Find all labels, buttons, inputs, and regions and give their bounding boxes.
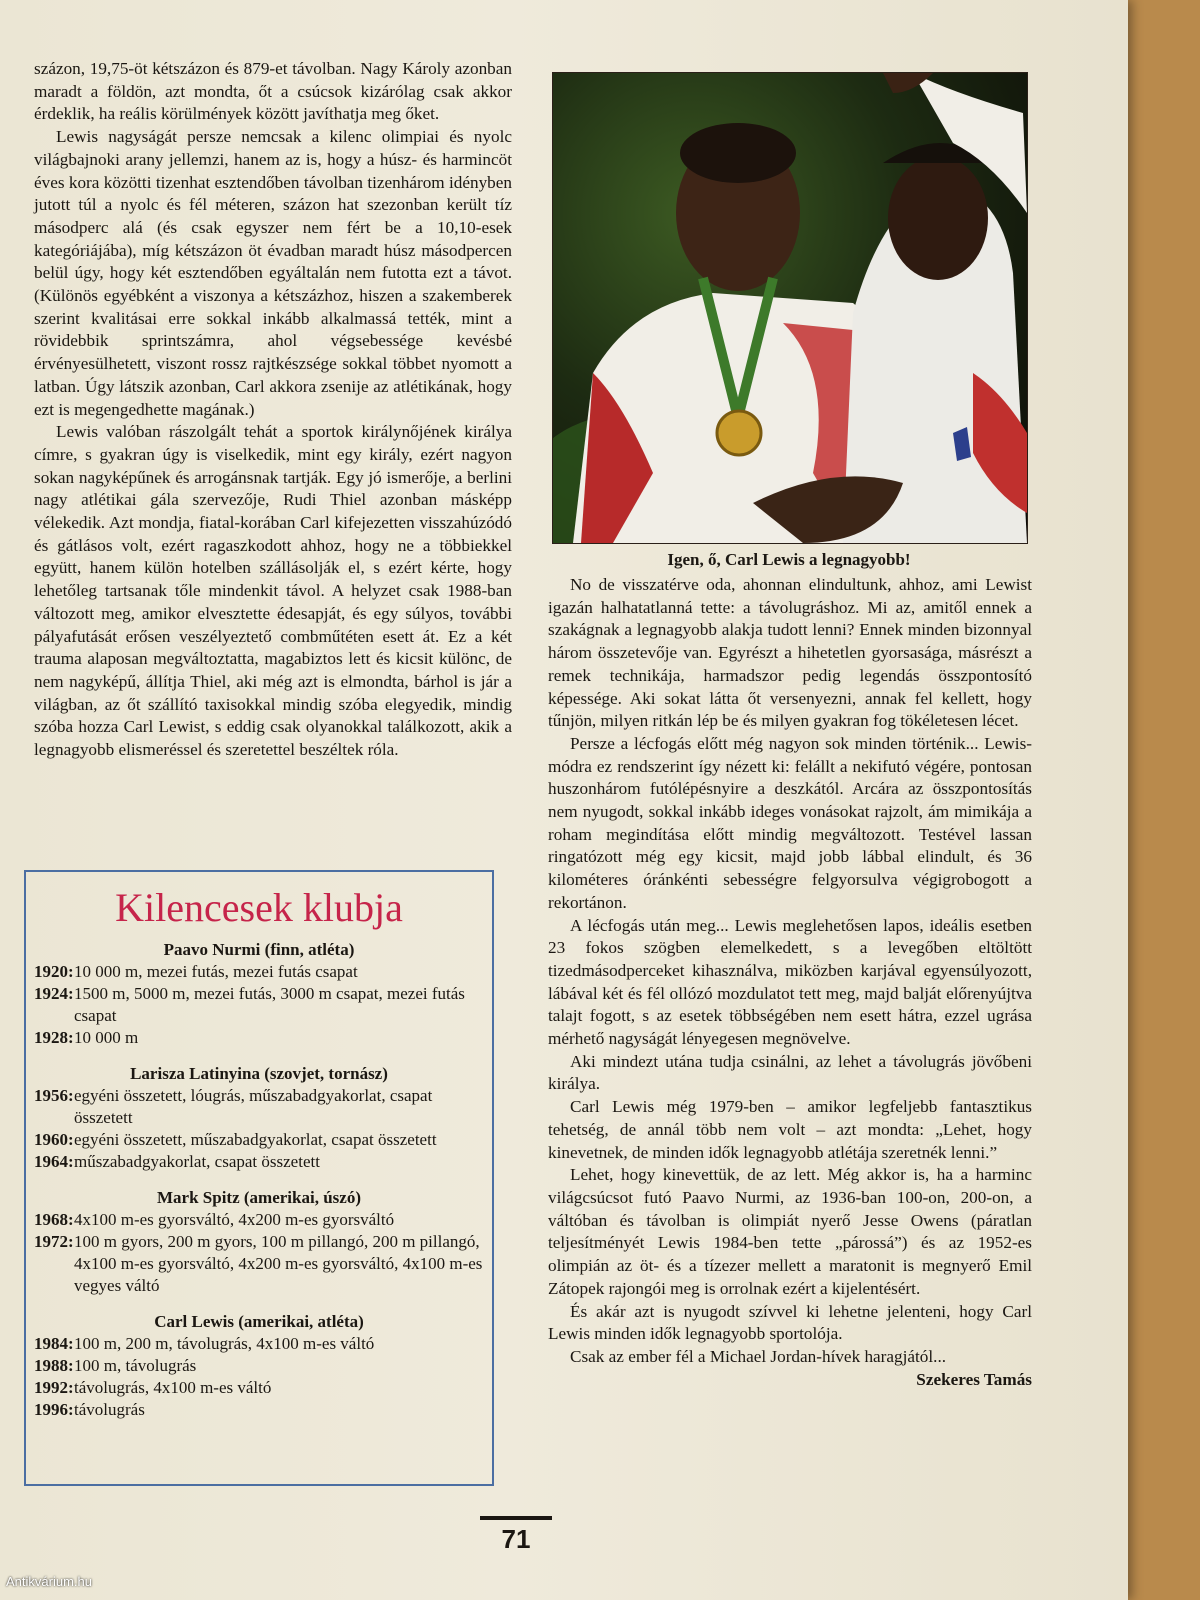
page-number: 71 <box>501 1524 531 1554</box>
result-row <box>26 1399 492 1421</box>
result-events: műszabadgyakorlat, csapat összetett <box>74 1152 320 1171</box>
result-events: 10 000 m, mezei futás, mezei futás csapat <box>74 962 358 981</box>
result-row <box>26 1209 492 1231</box>
right-paragraph: Lehet, hogy kinevettük, de az lett. Még akkor is, ha a harminc világcsúcsot futó Paavo Nurmi, az 1936-ban 100-on, 200-on, a váltóban és távolban is olimpiát nyerő Jesse Owens (páratlan teljesítményét Lewis 1984-ben tette „párossá”) és az 1952-es olimpián az öt- és a tízezer mellett a maratonit is megnyerő Emil Zátopek rajongói meg is orrolnak ezért a kijelentésért. <box>548 1165 1032 1298</box>
result-row <box>26 1377 492 1399</box>
result-row <box>26 1333 492 1355</box>
result-events: egyéni összetett, lóugrás, műszabadgyakorlat, csapat összetett <box>74 1086 433 1127</box>
left-paragraph: Lewis nagyságát persze nemcsak a kilenc olimpiai és nyolc világbajnoki arany jellemzi, hanem az is, hogy a húsz- és harmincöt éves kora közötti tizenhat esztendőben távolban tizenhárom idényben jutott túl a nyolc és fél méteren, százon hat szezonban került tíz másodperc alá (és csak egyszer nem fért be a 10,10-esek kategóriájába), míg kétszázon öt évadban maradt húsz másodpercen belül úgy, hogy két esztendőben egyáltalán nem futotta ezt a távot. (Különös egyébként a viszonya a kétszázhoz, hiszen a szakemberek szerint kvalitásai erre sokkal inkább alkalmassá tették, mint a rövidebbik sprintszámra, ahol végsebessége kevésbé érvényesülhetett, viszont rossz rajtkészsége sokkal többet nyomott a latban. Úgy látszik azonban, Carl akkora zsenije az atlétikának, hogy ezt is megengedhette magának.) <box>34 127 512 419</box>
right-paragraph: Aki mindezt utána tudja csinálni, az lehet a távolugrás jövőbeni királya. <box>548 1051 1032 1094</box>
result-year: 1956: <box>34 1086 74 1105</box>
result-year: 1920: <box>34 962 74 981</box>
result-year: 1996: <box>34 1400 74 1419</box>
result-events: egyéni összetett, műszabadgyakorlat, csapat összetett <box>74 1130 437 1149</box>
result-row <box>26 961 492 983</box>
result-year: 1988: <box>34 1356 74 1375</box>
sidebar-box <box>24 870 494 1486</box>
carl-lewis-photo <box>552 72 1028 544</box>
athlete-name: Larisza Latinyina (szovjet, tornász) <box>130 1064 388 1083</box>
photo-illustration <box>553 73 1027 543</box>
photo-caption: Igen, ő, Carl Lewis a legnagyobb! <box>667 550 911 569</box>
sidebar-entry <box>26 1187 492 1297</box>
result-row <box>26 1085 492 1129</box>
result-events: 100 m, 200 m, távolugrás, 4x100 m-es váltó <box>74 1334 375 1353</box>
result-year: 1928: <box>34 1028 74 1047</box>
result-row <box>26 1355 492 1377</box>
right-paragraph: Csak az ember fél a Michael Jordan-hívek haragjától... <box>570 1346 947 1366</box>
result-year: 1960: <box>34 1130 74 1149</box>
right-paragraph: Persze a lécfogás előtt még nagyon sok minden történik... Lewis-módra ez rendszerint így nézett ki: felállt a nekifutó végére, pontosan huszonhárom futólépésnyire a deszkától. Arcára az összpontosítás nem nyugodt, sokkal inkább ideges vonásokat rajzolt, ám mimikája a roham megindítása előtt mindig megváltozott. Testével lassan ringatózott még egy kicsit, majd jobb lábbal elindult, és 36 kilométeres óránkénti sebességre felgyorsulva végigrobogott a rekortánon. <box>548 733 1032 912</box>
page-number-rule <box>480 1516 552 1520</box>
result-events: 100 m gyors, 200 m gyors, 100 m pillangó, 200 m pillangó, 4x100 m-es gyorsváltó, 4x200 m-es gyorsváltó, 4x100 m-es vegyes váltó <box>74 1232 483 1295</box>
right-column <box>548 574 1032 1391</box>
result-year: 1964: <box>34 1152 74 1171</box>
result-row <box>26 1151 492 1173</box>
result-year: 1924: <box>34 984 74 1003</box>
result-events: 1500 m, 5000 m, mezei futás, 3000 m csapat, mezei futás csapat <box>74 984 465 1025</box>
sidebar-entry <box>26 1311 492 1421</box>
left-paragraph: százon, 19,75-öt kétszázon és 879-et távolban. Nagy Károly azonban maradt a földön, azt mondta, őt a csúcsok kizárólag csak akkor érdeklik, ha reális körülmények között javíthatja meg őket. <box>34 59 512 124</box>
result-events: 10 000 m <box>74 1028 139 1047</box>
result-events: 4x100 m-es gyorsváltó, 4x200 m-es gyorsváltó <box>74 1210 395 1229</box>
result-row <box>26 1231 492 1297</box>
result-events: 100 m, távolugrás <box>74 1356 197 1375</box>
watermark: Antikvárium.hu <box>6 1574 92 1589</box>
left-column <box>34 58 512 762</box>
right-paragraph: A lécfogás után meg... Lewis meglehetősen lapos, ideális esetben 23 fokos szögben elemelkedett, s a levegőben eltöltött tizedmásodperceket kihasználva, miközben karjával egyensúlyozott, lábával két és fél ollózó mozdulatot tett meg, majd balját előrenyújtva talajt fogott, s az esetek többségében nem esett hátra, ezzel ugrása mérhető nagyságát lényegesen megnövelve. <box>548 915 1032 1049</box>
sidebar-entry <box>26 939 492 1049</box>
right-paragraph: Carl Lewis még 1979-ben – amikor legfeljebb fantasztikus tehetség, de annál több nem volt – azt mondta: „Lehet, hogy kinevetnek, de minden idők legnagyobb atlétája szeretnék lenni.” <box>548 1097 1032 1162</box>
result-row <box>26 1027 492 1049</box>
result-events: távolugrás <box>74 1400 145 1419</box>
right-paragraph: No de visszatérve oda, ahonnan elindultunk, ahhoz, ami Lewist igazán halhatatlanná tette: a távolugráshoz. Mi az, amitől ennek a szakágnak a legnagyobb alakja tudott lenni? Ennek minden bizonnyal három összetevője van. Egyrészt a hihetetlen gyorsasága, másrészt a remek technikája, harmadszor pedig legendás összpontosító képessége. Aki sokat látta őt versenyezni, annak fel kellett, hogy tűnjön, milyen ritkán lép be és milyen gyakran fog tökéletesen lécet. <box>548 575 1032 731</box>
result-year: 1984: <box>34 1334 74 1353</box>
athlete-name: Paavo Nurmi (finn, atléta) <box>163 940 355 959</box>
result-year: 1972: <box>34 1232 74 1251</box>
result-row <box>26 983 492 1027</box>
result-events: távolugrás, 4x100 m-es váltó <box>74 1378 272 1397</box>
author-name: Szekeres Tamás <box>916 1369 1032 1389</box>
athlete-name: Carl Lewis (amerikai, atléta) <box>154 1312 364 1331</box>
athlete-name: Mark Spitz (amerikai, úszó) <box>157 1188 361 1207</box>
left-paragraph: Lewis valóban rászolgált tehát a sportok királynőjének királya címre, s gyakran úgy is viselkedik, mint egy király, ezért nagyon sokan nagyképűnek és arrogánsnak tartják. Egy jó ismerője, a berlini nagy atlétikai gála szervezője, Rudi Thiel azonban másképp vélekedik. Azt mondja, fiatal-korában Carl kifejezetten visszahúzódó és gátlásos volt, ezért ragaszkodott ahhoz, hogy ne a többiekkel együtt, hanem külön hotelben szállásolják el, s ezért kérte, hogy lehetőleg tartsanak tőle mindenkit távol. A helyzet csak 1988-ban változott meg, amikor elvesztette édesapját, és egy súlyos, további pályafutását erősen veszélyeztető combműtéten esett át. Ez a két trauma alaposan megváltoztatta, magabiztos lett és kicsit különc, de nem nagyképű, állítja Thiel, aki még azt is elmondta, bárhol is jár a világban, az őt szállító taxisokkal mindig szóba elegyedik, mindig szóba hozza Carl Lewist, s eddig csak olyanokkal találkozott, akik a legnagyobb elismeréssel és szeretettel beszéltek róla. <box>34 422 512 760</box>
result-year: 1992: <box>34 1378 74 1397</box>
result-row <box>26 1129 492 1151</box>
sidebar-entry <box>26 1063 492 1173</box>
sidebar-title: Kilencesek klubja <box>115 885 403 930</box>
result-year: 1968: <box>34 1210 74 1229</box>
right-paragraph: És akár azt is nyugodt szívvel ki lehetne jelenteni, hogy Carl Lewis minden idők legnagyobb sportolója. <box>548 1301 1032 1344</box>
